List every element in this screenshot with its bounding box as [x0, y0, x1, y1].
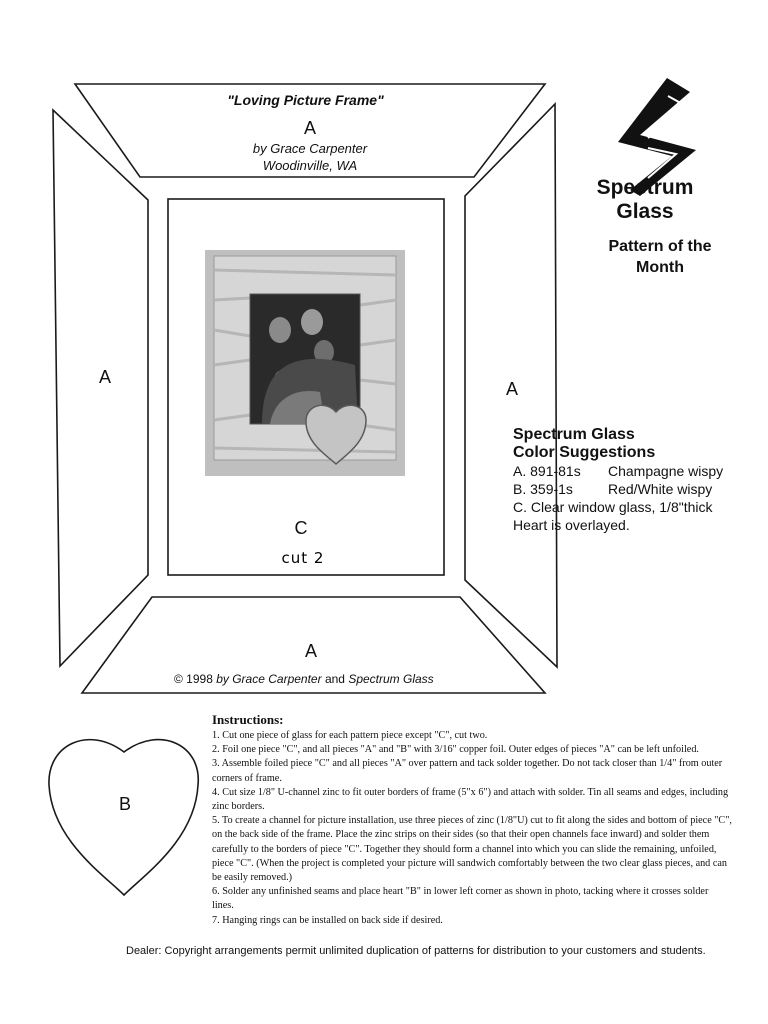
- instructions-heading: Instructions:: [212, 712, 284, 727]
- tagline-line2: Month: [636, 259, 684, 276]
- color-row-a: [513, 462, 753, 480]
- tagline-line1: Pattern of the: [608, 238, 712, 255]
- brand-name-line1: Spectrum: [596, 176, 694, 199]
- finished-frame-photo: [205, 250, 405, 476]
- color-code: A. 891-81s: [513, 463, 581, 479]
- instruction-step: 6. Solder any unfinished seams and place heart "B" in lower left corner as shown in photo, tacking where it crosses solder lines.: [212, 886, 709, 912]
- instruction-step: 2. Foil one piece "C", and all pieces "A" and "B" with 3/16" copper foil. Outer edges of pieces "A" can be left unfoiled.: [212, 744, 699, 756]
- copyright-line: [174, 672, 434, 686]
- copyright-brand: Spectrum Glass: [348, 672, 434, 686]
- label-cut-two: cut 2: [281, 549, 325, 567]
- location-line: Woodinville, WA: [262, 158, 358, 173]
- color-suggestions-title1: Spectrum Glass: [513, 426, 635, 443]
- heart-overlay-note: Heart is overlayed.: [513, 517, 630, 533]
- instructions-list: [212, 729, 732, 928]
- color-name: Red/White wispy: [608, 481, 713, 497]
- pattern-title: "Loving Picture Frame": [227, 92, 384, 108]
- copyright-prefix: © 1998: [174, 672, 217, 686]
- instruction-step: 4. Cut size 1/8" U-channel zinc to fit outer borders of frame (5"x 6") and attach with solder. Tin all seams and edges, including zinc borders.: [212, 786, 729, 813]
- label-top-a: A: [303, 118, 317, 138]
- label-left-a: A: [98, 367, 112, 387]
- color-suggestions-title2: Color Suggestions: [513, 444, 656, 461]
- instruction-step: 5. To create a channel for picture installation, use three pieces of zinc (1/8"U) cut to fit along the sides and bottom of piece "C", on the back side of the frame. Place the zinc strips on their sides (so that their open channels face inward) and solder them carefully to the borders of piece "C". Together they should form a channel into which you can slide the remaining, unfoiled, piece "C". (When the project is completed your picture will sandwich comfortably between the two clear glass pieces, and can be easily removed.): [212, 815, 732, 884]
- color-row-c: C. Clear window glass, 1/8"thick: [513, 499, 713, 515]
- label-right-a: A: [505, 379, 519, 399]
- color-name: Champagne wispy: [608, 463, 724, 479]
- copyright-author: by Grace Carpenter: [216, 672, 322, 686]
- label-center-c: C: [294, 518, 308, 538]
- piece-a-left: [53, 110, 148, 666]
- label-bottom-a: A: [304, 641, 318, 661]
- dealer-note: Dealer: Copyright arrangements permit unlimited duplication of patterns for distribution to your customers and students.: [126, 945, 706, 957]
- author-line: by Grace Carpenter: [252, 141, 368, 156]
- instruction-step: 1. Cut one piece of glass for each pattern piece except "C", cut two.: [212, 730, 488, 741]
- copyright-and: and: [321, 672, 349, 686]
- instruction-step: 3. Assemble foiled piece "C" and all pieces "A" over pattern and tack solder together. Do not tack closer than 1/4" from outer corners of frame.: [212, 758, 723, 784]
- label-heart-b: B: [118, 794, 132, 814]
- color-code: B. 359-1s: [513, 481, 573, 497]
- color-row-b: [513, 480, 753, 498]
- instruction-step: 7. Hanging rings can be installed on back side if desired.: [212, 914, 443, 926]
- piece-b-heart: [49, 740, 198, 895]
- brand-name-line2: Glass: [616, 200, 674, 223]
- color-suggestions: [513, 426, 753, 534]
